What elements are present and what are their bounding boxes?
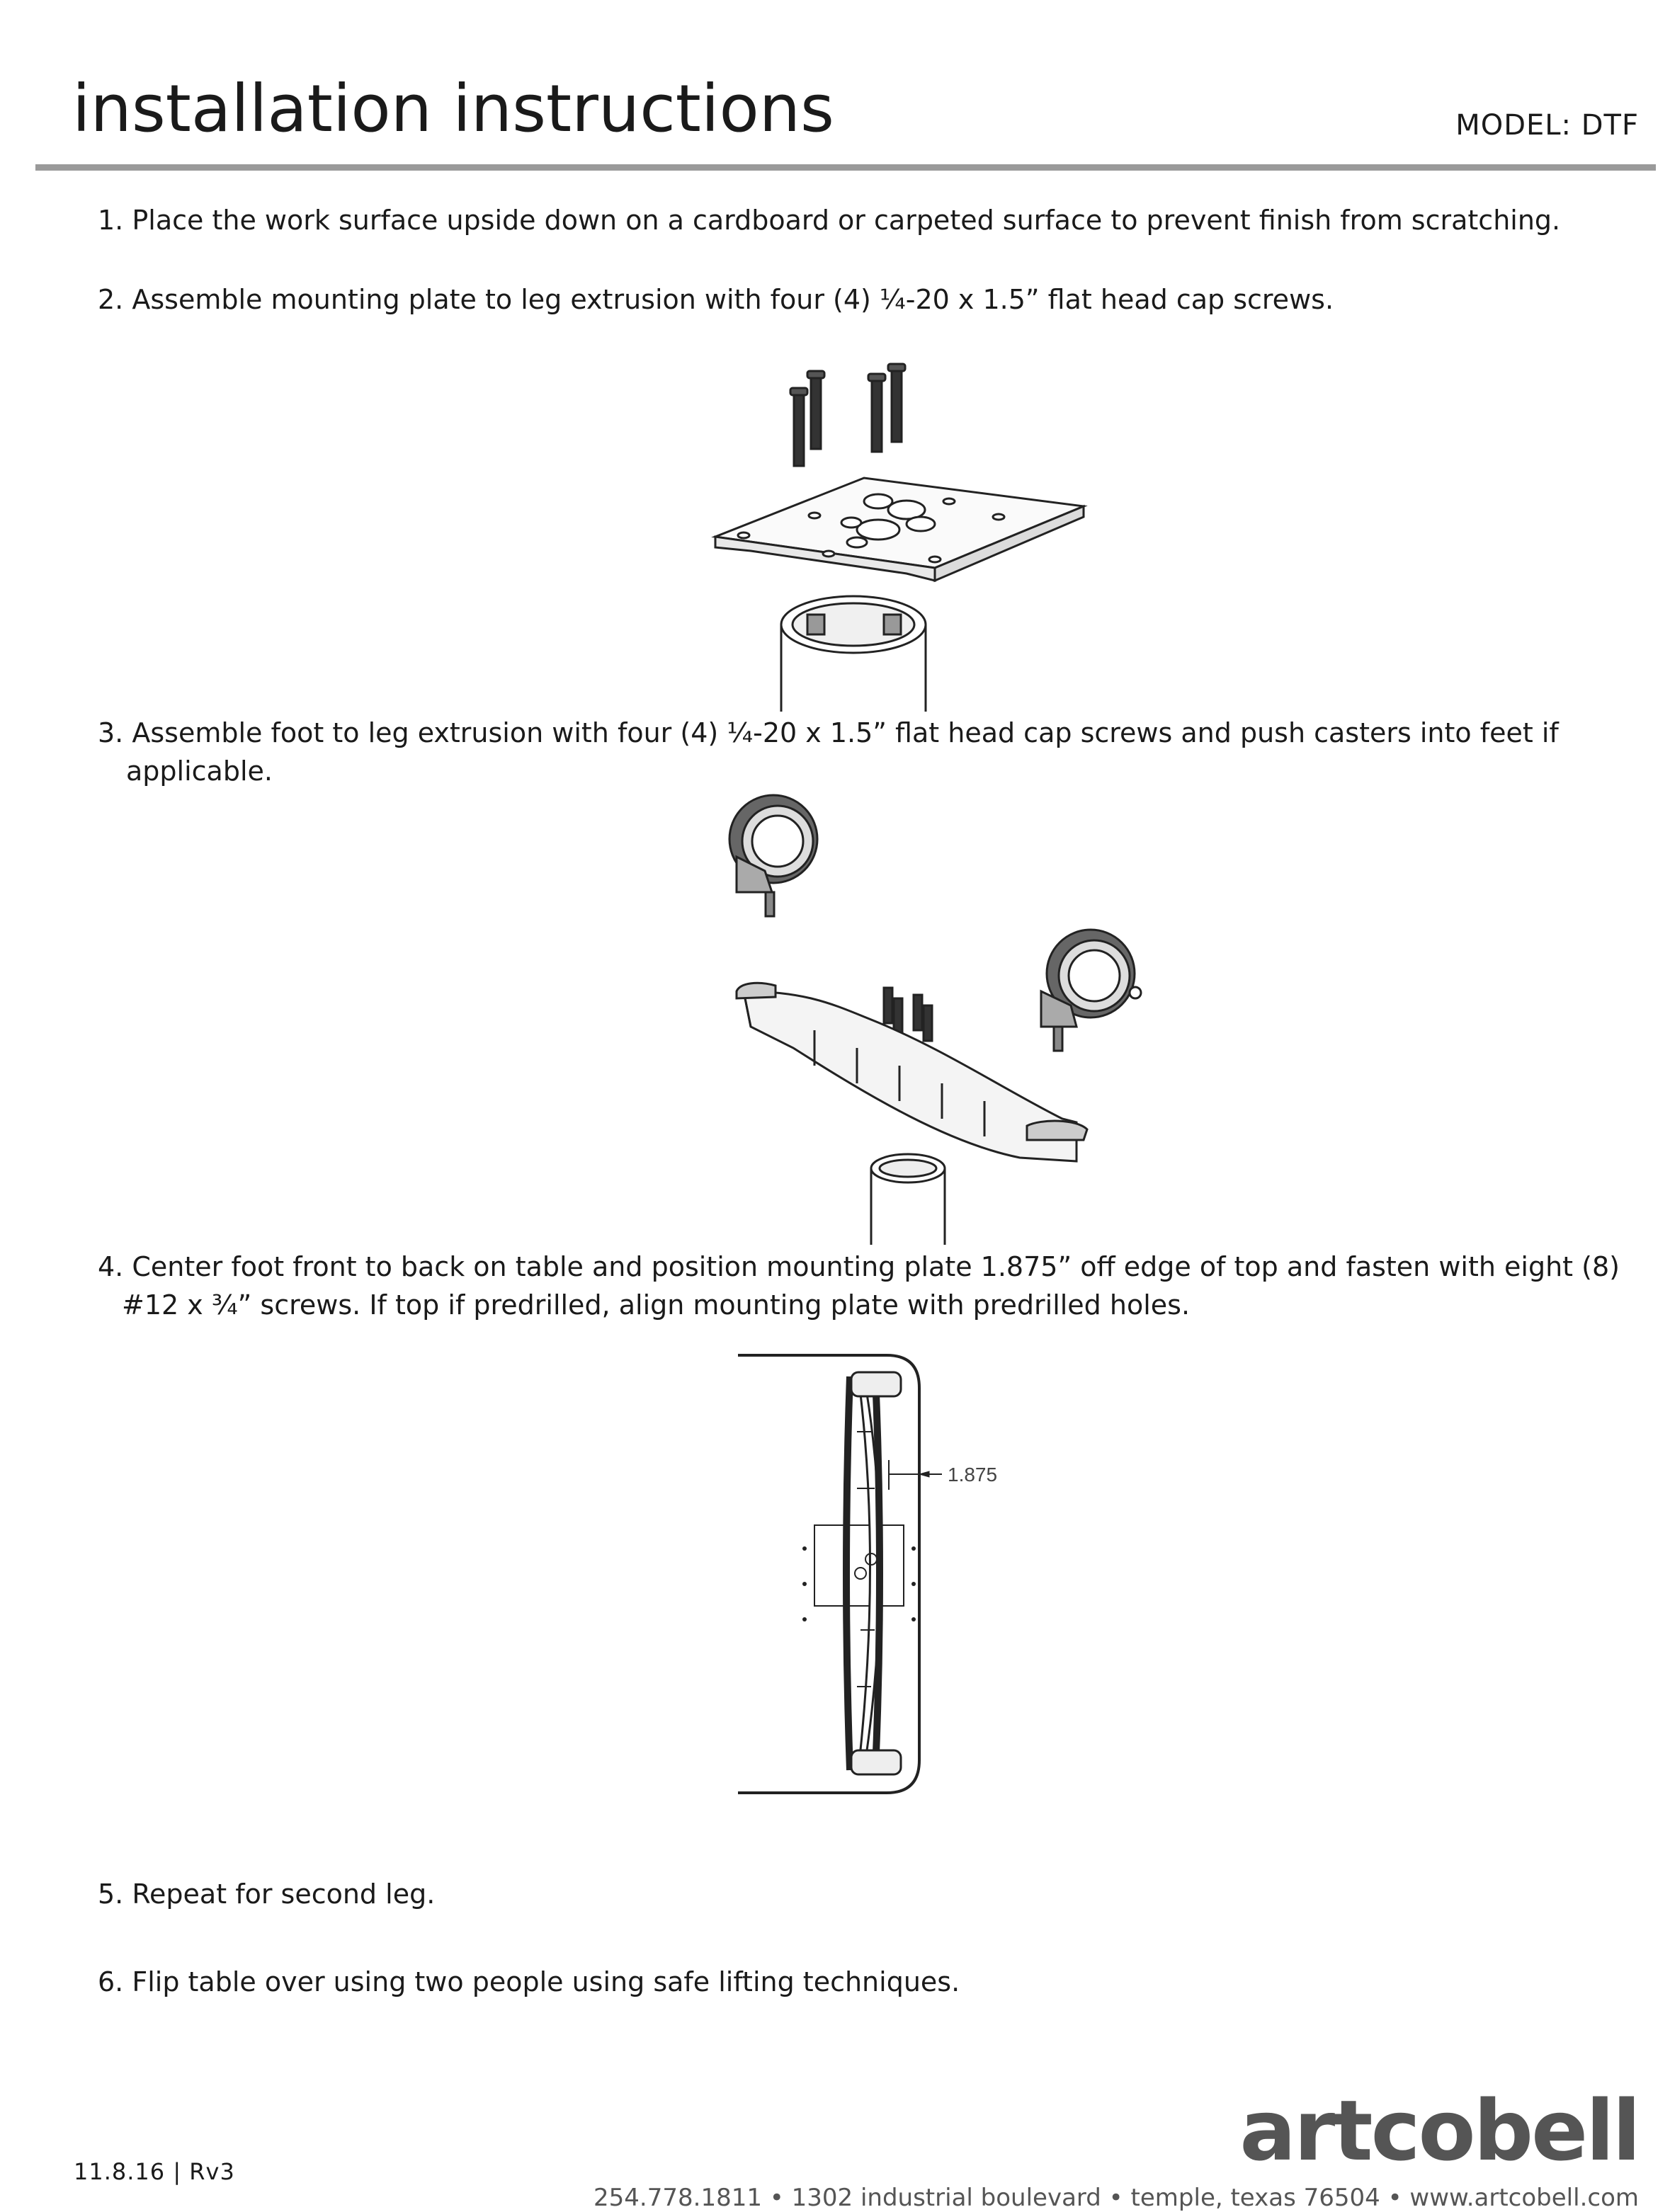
step-5 [98,1875,435,1913]
step-number: 6. [98,1966,124,1997]
date-revision: 11.8.16 | Rv3 [74,2158,235,2185]
dimension-label: 1.875 [948,1464,998,1486]
page-title: installation instructions [72,71,834,147]
step-number: 5. [98,1879,124,1910]
screw-icon [868,374,885,452]
step-1 [98,201,1560,239]
step-number: 2. [98,284,124,315]
foot-assembly-figure [708,786,1161,1246]
step-text: Place the work surface upside down on a cardboard or carpeted surface to prevent finish from scratching. [132,205,1561,236]
step-6 [98,1963,960,2001]
screw-icon [888,364,905,442]
step-text: Center foot front to back on table and position mounting plate 1.875” off edge of top and fasten with eight (8) [132,1251,1620,1282]
screw-icon [790,388,807,466]
step-text-continued: #12 x ¾” screws. If top if predrilled, align mounting plate with predrilled holes. [122,1289,1191,1321]
step-4 [98,1248,1620,1324]
top-view-figure [737,1347,1034,1814]
screw-icon [807,371,824,449]
model-label: MODEL: DTF [1455,109,1639,142]
step-number: 1. [98,205,124,236]
step-text: Repeat for second leg. [132,1879,436,1910]
brand-logo: artcobell [1239,2082,1639,2179]
step-number: 4. [98,1251,124,1282]
step-2 [98,280,1334,319]
step-text: Flip table over using two people using safe lifting techniques. [132,1966,960,1997]
mounting-plate-figure [701,347,1098,715]
caster-icon [729,795,817,916]
step-number: 3. [98,717,124,748]
caster-icon [1041,930,1141,1051]
step-text: Assemble foot to leg extrusion with four (4) ¼-20 x 1.5” flat head cap screws and push casters into feet if [132,717,1559,748]
step-text: Assemble mounting plate to leg extrusion with four (4) ¼-20 x 1.5” flat head cap screws. [132,284,1334,315]
step-text-continued: applicable. [126,756,273,787]
step-3 [98,714,1559,790]
header-rule [35,164,1656,171]
contact-info: 254.778.1811 • 1302 industrial boulevard • temple, texas 76504 • www.artcobell.com [593,2184,1639,2212]
